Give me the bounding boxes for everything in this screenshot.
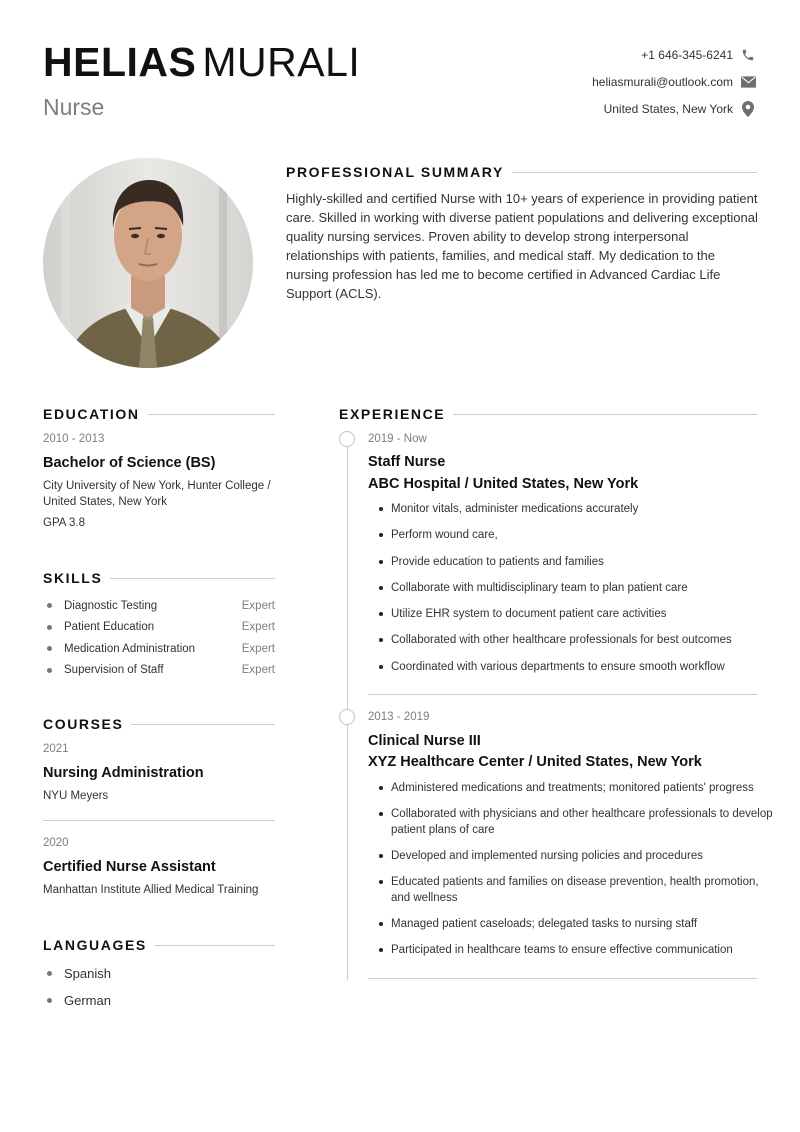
job-bullet: Administered medications and treatments; monitored patients' progress — [378, 780, 778, 796]
timeline-dot — [339, 709, 355, 725]
skill-item: Patient Education Expert — [47, 617, 275, 639]
course-name: Certified Nurse Assistant — [43, 859, 216, 875]
contact-email[interactable] — [592, 68, 756, 95]
phone-text: +1 646-345-6241 — [641, 47, 733, 62]
job-date: 2013 - 2019 — [368, 711, 430, 723]
languages-heading: LANGUAGES — [43, 937, 275, 953]
location-pin-icon — [740, 101, 756, 117]
job-bullet: Perform wound care, — [378, 527, 768, 543]
job-bullet: Collaborated with other healthcare professionals for best outcomes — [378, 632, 768, 648]
job-role: Nurse — [43, 94, 105, 120]
job-title: Clinical Nurse III — [368, 733, 481, 749]
course-name: Nursing Administration — [43, 765, 204, 781]
course-provider: NYU Meyers — [43, 790, 109, 802]
job-company: XYZ Healthcare Center / United States, New York — [368, 754, 702, 770]
divider — [368, 978, 757, 979]
summary-text: Highly-skilled and certified Nurse with 10+ years of experience in providing patient care. Skilled in working with diverse patient populations and delivering exceptional quality nursing services. Proven ability to develop strong interpersonal relationships with patients, families, and medical staff. My dedication to the nursing profession has led me to become certified in Advanced Cardiac Life Support (ACLS). — [286, 191, 758, 301]
skill-item: Medication Administration Expert — [47, 638, 275, 660]
contact-block — [592, 41, 756, 122]
mail-icon — [740, 74, 756, 90]
job-bullet: Educated patients and families on disease prevention, health promotion, and wellness — [378, 874, 778, 906]
job-title: Staff Nurse — [368, 454, 446, 470]
education-heading: EDUCATION — [43, 406, 275, 422]
summary-heading: PROFESSIONAL SUMMARY — [286, 164, 757, 180]
job-bullet: Collaborate with multidisciplinary team to plan patient care — [378, 580, 768, 596]
profile-photo — [43, 158, 253, 368]
skill-item: Supervision of Staff Expert — [47, 660, 275, 682]
divider — [43, 820, 275, 821]
skills-list — [47, 595, 275, 681]
education-date: 2010 - 2013 — [43, 433, 105, 445]
language-item: German — [47, 987, 111, 1014]
job-bullet: Developed and implemented nursing policies and procedures — [378, 848, 778, 864]
job-bullet: Managed patient caseloads; delegated tasks to nursing staff — [378, 916, 778, 932]
job-bullet: Collaborated with physicians and other healthcare professionals to develop patient plans of care — [378, 806, 778, 838]
phone-icon — [740, 47, 756, 63]
last-name: MURALI — [202, 39, 361, 85]
job-bullet: Provide education to patients and families — [378, 554, 768, 570]
languages-list — [47, 960, 111, 1014]
education-degree: Bachelor of Science (BS) — [43, 455, 216, 471]
contact-phone[interactable] — [592, 41, 756, 68]
course-date: 2020 — [43, 837, 69, 849]
job-date: 2019 - Now — [368, 433, 427, 445]
course-date: 2021 — [43, 743, 69, 755]
contact-location — [592, 95, 756, 122]
job-bullet: Participated in healthcare teams to ensure effective communication — [378, 942, 778, 958]
job-bullets — [378, 780, 778, 958]
job-company: ABC Hospital / United States, New York — [368, 476, 639, 492]
email-text: heliasmurali@outlook.com — [592, 74, 733, 89]
candidate-name — [43, 39, 361, 85]
location-text: United States, New York — [603, 101, 733, 116]
divider — [368, 694, 757, 695]
skill-item: Diagnostic Testing Expert — [47, 595, 275, 617]
education-school: City University of New York, Hunter College / United States, New York — [43, 480, 271, 508]
skills-heading: SKILLS — [43, 570, 275, 586]
language-item: Spanish — [47, 960, 111, 987]
job-bullet: Utilize EHR system to document patient care activities — [378, 606, 768, 622]
education-gpa: GPA 3.8 — [43, 517, 85, 529]
job-bullet: Monitor vitals, administer medications accurately — [378, 501, 768, 517]
courses-heading: COURSES — [43, 716, 275, 732]
experience-heading: EXPERIENCE — [339, 406, 757, 422]
timeline-dot — [339, 431, 355, 447]
course-provider: Manhattan Institute Allied Medical Training — [43, 884, 259, 896]
job-bullets — [378, 501, 768, 675]
job-bullet: Coordinated with various departments to ensure smooth workflow — [378, 659, 768, 675]
first-name: HELIAS — [43, 39, 197, 85]
